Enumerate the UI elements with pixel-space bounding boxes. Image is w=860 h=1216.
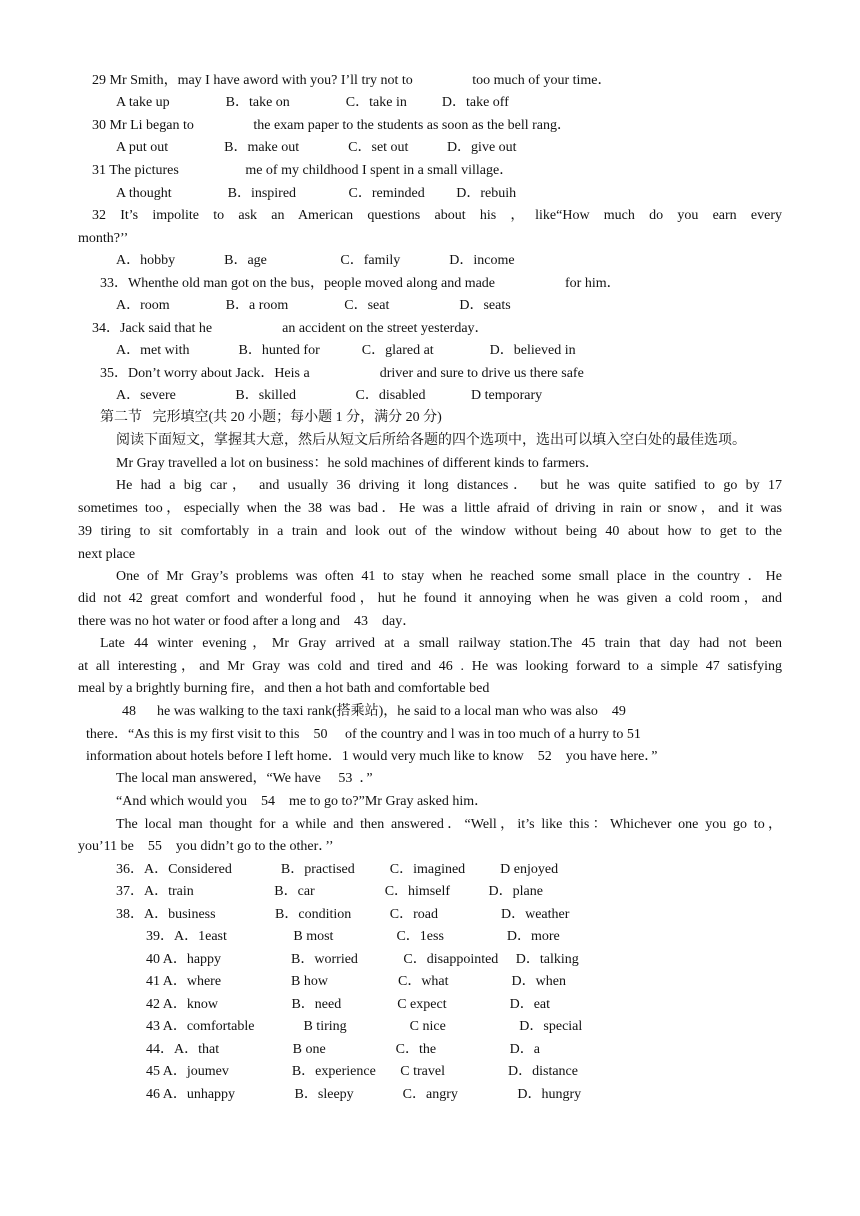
question-30-stem: 30 Mr Li began to the exam paper to the students as soon as the bell rang． [92,118,572,133]
answer-40: 40 A．happy B．worried C．disappointed D．talking [146,952,579,967]
passage-p4-line-2: at all interesting，and Mr Gray was cold and tired and 46 . He was looking forward to a simple 47 satisfying [78,659,782,674]
question-31-stem: 31 The pictures me of my childhood I spent in a small village． [92,163,514,178]
question-35-stem: 35．Don’t worry about Jack．Heis a driver and sure to drive us there safe [100,366,584,381]
answer-36: 36．A．Considered B．practised C．imagined D enjoyed [116,862,559,877]
question-30-options: A put out B．make out C．set out D．give out [116,140,517,155]
question-35-options: A．severe B．skilled C．disabled D temporary [116,388,543,403]
question-29-stem: 29 Mr Smith，may I have aword with you? I’ll try not to too much of your time． [92,73,612,88]
passage-paragraph-1: Mr Gray travelled a lot on business：he sold machines of different kinds to farmers． [116,456,600,471]
passage-p2-line-1: He had a big car， and usually 36 driving it long distances． but he was quite satified to go by 17 [116,478,782,493]
passage-p2-line-4: next place [78,547,136,562]
question-33-options: A．room B．a room C．seat D．seats [116,298,511,313]
answer-41: 41 A．where B how C．what D．when [146,974,566,989]
answer-37: 37．A．train B．car C．himself D．plane [116,884,543,899]
answer-42: 42 A．know B．need C expect D．eat [146,997,551,1012]
passage-p8-line-2: you’11 be 55 you didn’t go to the other．’’ [78,839,334,854]
passage-paragraph-6: The local man answered，“We have 53 ．” [116,771,373,786]
answer-39: 39．A．1east B most C．1ess D．more [146,929,560,944]
passage-p5-line-3: information about hotels before I left home．1 would very much like to know 52 you have here．” [86,749,658,764]
answer-46: 46 A．unhappy B．sleepy C．angry D．hungry [146,1087,582,1102]
passage-p2-line-3: 39 tiring to sit comfortably in a train and look out of the window without being 40 about how to get to the [78,524,782,539]
question-34-stem: 34．Jack said that he an accident on the street yesterday． [92,321,489,336]
answer-44: 44．A．that B one C．the D．a [146,1042,540,1057]
passage-p5-line-2: there．“As this is my first visit to this 50 of the country and l was in too much of a hurry to 51 [86,727,641,742]
passage-p4-line-3: meal by a brightly burning fire，and then a hot bath and comfortable bed [78,681,490,696]
answer-38: 38．A．business B．condition C．road D．weather [116,907,570,922]
question-32-stem-line2: month?’’ [78,231,129,246]
passage-p3-line-1: One of Mr Gray’s problems was often 41 to stay when he reached some small place in the country ．He [116,569,782,584]
answer-45: 45 A．joumev B．experience C travel D．distance [146,1064,578,1079]
section-instruction: 阅读下面短文，掌握其大意，然后从短文后所给各题的四个选项中，选出可以填入空白处的最佳选项。 [116,433,746,448]
section-heading: 第二节 完形填空(共 20 小题；每小题 1 分，满分 20 分) [100,410,442,425]
passage-p2-line-2: sometimes too，especially when the 38 was bad．He was a little afraid of driving in rain or snow，and it was [78,501,782,516]
question-34-options: A．met with B．hunted for C．glared at D．believed in [116,343,576,358]
question-29-options: A take up B．take on C．take in D．take off [116,95,509,110]
answer-43: 43 A．comfortable B tiring C nice D．special [146,1019,583,1034]
passage-p4-line-1: Late 44 winter evening，Mr Gray arrived at a small railway station.The 45 train that day had not been [100,636,782,651]
passage-p3-line-3: there was no hot water or food after a long and 43 day． [78,614,417,629]
question-32-stem-line1: 32 It’s impolite to ask an American questions about his ，like“How much do you earn every [92,208,782,223]
question-33-stem: 33．Whenthe old man got on the bus，people moved along and made for him． [100,276,621,291]
passage-p3-line-2: did not 42 great comfort and wonderful food，hut he found it annoying when he was given a cold room，and [78,591,782,606]
passage-paragraph-7: “And which would you 54 me to go to?”Mr Gray asked him． [116,794,489,809]
passage-p8-line-1: The local man thought for a while and then answered．“Well，it’s like this：Whichever one you go to， [116,817,782,832]
question-32-options: A．hobby B．age C．family D．income [116,253,515,268]
passage-p5-line-1: 48 he was walking to the taxi rank(搭乘站)，he said to a local man who was also 49 [122,704,626,719]
question-31-options: A thought B．inspired C．reminded D．rebuih [116,186,517,201]
